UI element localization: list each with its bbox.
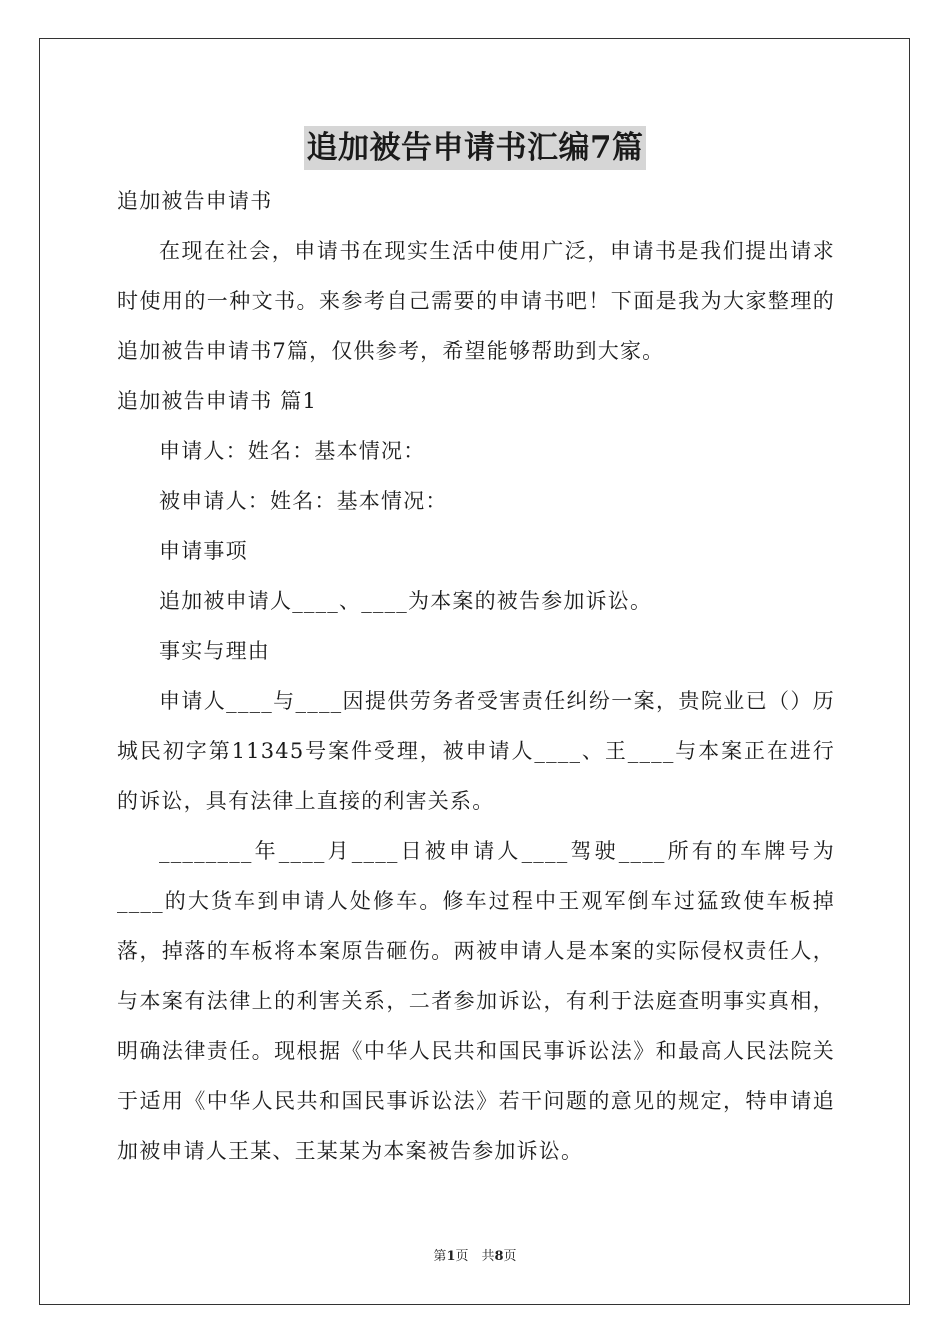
footer-page-prefix: 第 (433, 1249, 447, 1264)
request-heading: 申请事项 (159, 539, 248, 563)
facts-paragraph-1: 申请人____与____因提供劳务者受害责任纠纷一案，贵院业已（）历城民初字第11345号案件受理，被申请人____、王____与本案正在进行的诉讼，具有法律上直接的利害关系。 (117, 689, 835, 813)
respondent-line: 被申请人：姓名：基本情况： (159, 489, 448, 513)
footer-page-total: 8 (494, 1249, 504, 1264)
section-heading: 追加被告申请书 篇1 (117, 389, 318, 413)
footer-page-suffix: 页 (503, 1249, 517, 1264)
request-line: 追加被申请人____、____为本案的被告参加诉讼。 (159, 589, 653, 613)
footer-page-mid: 页 共 (455, 1249, 495, 1264)
facts-paragraph-2: ________年____月____日被申请人____驾驶____所有的车牌号为____的大货车到申请人处修车。修车过程中王观军倒车过猛致使车板掉落，掉落的车板将本案原告砸伤。两被申请人是本案的实际侵权责任人，与本案有法律上的利害关系，二者参加诉讼，有利于法庭查明事实真相，明确法律责任。现根据《中华人民共和国民事诉讼法》和最高人民法院关于适用《中华人民共和国民事诉讼法》若干问题的意见的规定，特申请追加被申请人王某、王某某为本案被告参加诉讼。 (117, 839, 835, 1163)
document-subtitle: 追加被告申请书 (117, 189, 273, 213)
document-title: 追加被告申请书汇编7篇 (304, 126, 645, 170)
footer-page-current: 1 (446, 1249, 456, 1264)
document-body (117, 176, 835, 1176)
title-container (0, 126, 950, 170)
page-footer (0, 1245, 950, 1264)
facts-heading: 事实与理由 (159, 639, 270, 663)
applicant-line: 申请人：姓名：基本情况： (159, 439, 426, 463)
intro-paragraph: 在现在社会，申请书在现实生活中使用广泛，申请书是我们提出请求时使用的一种文书。来参考自己需要的申请书吧！下面是我为大家整理的追加被告申请书7篇，仅供参考，希望能够帮助到大家。 (117, 239, 835, 363)
